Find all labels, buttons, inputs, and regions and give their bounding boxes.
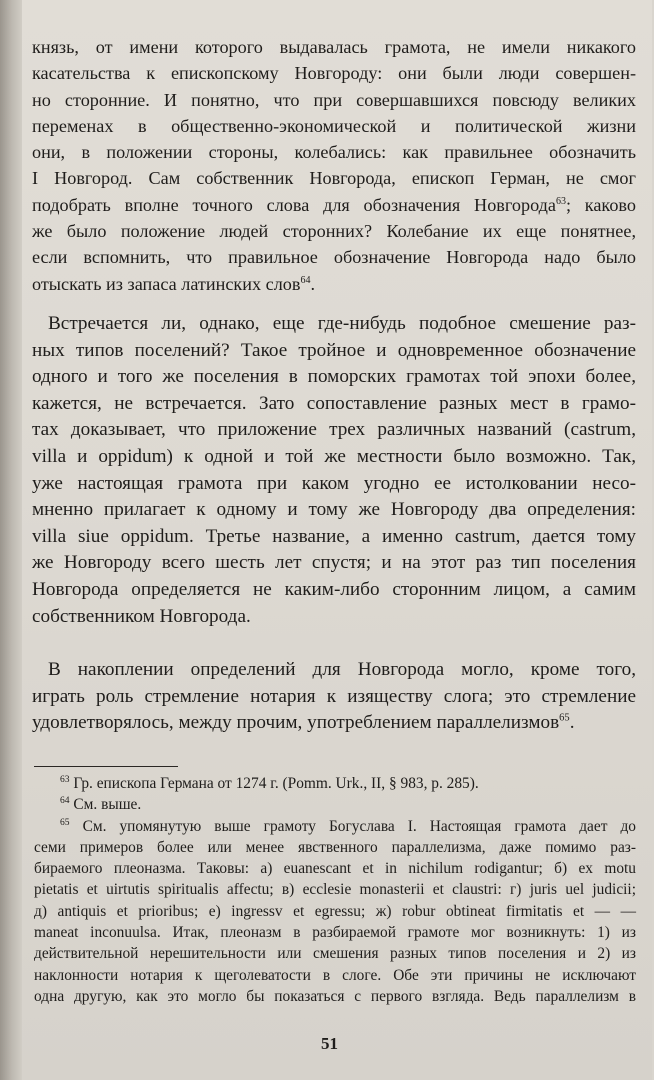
text-fragment: .: [310, 273, 315, 294]
text-line-with-footnote-ref: [32, 710, 636, 737]
text-line: Встречается ли, однако, еще где-нибудь подобное смешение раз-: [48, 313, 636, 334]
footnote-text-line: наклонности нотария к щеголеватости в слоге. Обе эти причины не исключают: [34, 966, 636, 984]
text-fragment: .: [569, 712, 575, 734]
text-line: собственником Новгорода.: [32, 605, 251, 627]
text-line: I Новгород. Сам собственник Новгорода, епископ Герман, не смог: [32, 168, 636, 189]
text-fragment: удовлетворялось, между прочим, употреблением параллелизмов: [32, 712, 560, 734]
footnote-number: 63: [60, 773, 70, 785]
footnote-ref-63: 63: [555, 195, 566, 207]
text-line-with-footnote-ref: [32, 192, 636, 218]
text-line: Новгорода определяется не каким-либо сторонним лицом, а самим: [32, 578, 636, 600]
text-line: кажется, не встречается. Зато сопоставление разных мест в грамо-: [32, 392, 636, 414]
text-line: одного и того же поселения в поморских грамотах той эпохи более,: [32, 366, 636, 388]
footnote-64: [34, 794, 636, 815]
footnote-number: 65: [60, 816, 70, 828]
paragraph-2: [32, 311, 636, 630]
footnote-text-line: maneat inconuulsa. Итак, плеоназм в разбираемой грамоте мог возникнуть: 1) из: [34, 924, 636, 942]
text-fragment: отыскать из запаса латинских слов: [32, 273, 301, 294]
text-line: если вспомнить, что правильное обозначение Новгорода надо было: [32, 247, 636, 268]
text-line: тах доказывает, что приложение трех различных названий (castrum,: [32, 419, 636, 441]
footnote-text-line: бираемого плеоназма. Таковы: а) euanescant et in nichilum rodigantur; б) ex motu: [34, 860, 636, 878]
paragraph-3: [32, 657, 636, 737]
footnote-text: См. упомянутую выше грамоту Богуслава I. Настоящая грамота дает до: [82, 817, 636, 835]
footnote-63: [34, 773, 636, 794]
footnote-text-line: одна другую, как это могло бы показаться с первого взгляда. Ведь параллелизм в: [34, 987, 636, 1005]
text-line: В накоплении определений для Новгорода могло, кроме того,: [48, 659, 636, 680]
text-line: же Новгороду всего шесть лет спустя; и на этот раз тип поселения: [32, 552, 636, 574]
text-line: мненно прилагает к одному и тому же Новгороду два определения:: [32, 499, 636, 521]
book-page: [22, 0, 652, 1080]
text-line: ных типов поселений? Такое тройное и одновременное обозначение: [32, 339, 636, 361]
text-line: играть роль стремление нотария к изяществу слога; это стремление: [32, 685, 636, 707]
footnote-text-line: семи примеров более или менее явственного параллелизма, даже помимо раз-: [34, 838, 636, 856]
footnote-separator: [34, 766, 178, 767]
text-line: переменах в общественно-экономической и политической жизни: [32, 115, 636, 136]
footnote-ref-65: 65: [559, 712, 570, 724]
text-line-with-footnote-ref: [32, 271, 636, 297]
text-line: касательства к епископскому Новгороду: они были люди совершен-: [32, 63, 636, 84]
text-fragment: подобрать вполне точного слова для обозначения Новгорода: [32, 194, 556, 215]
footnotes: [34, 773, 636, 1007]
text-line: же было положение людей сторонних? Колебание их еще понятнее,: [32, 221, 636, 242]
footnote-text: См. выше.: [73, 796, 142, 814]
footnote-text-line: действительной нерешительности или смешения разных типов поселения и 2) из: [34, 945, 636, 963]
footnote-65: [34, 816, 636, 837]
text-line: они, в положении стороны, колебались: как правильнее обозначить: [32, 142, 636, 163]
text-line: уже настоящая грамота при каком угодно ее истолковании несо-: [32, 472, 636, 494]
footnote-text-line: pietatis et uirtutis spiritualis affectu; в) ecclesie monasterii et claustri: г) juris uel judicii;: [34, 881, 636, 899]
text-line: villa siue oppidum. Третье название, а именно castrum, дается тому: [32, 525, 636, 547]
footnote-text: Гр. епископа Германа от 1274 г. (Pomm. Urk., II, § 983, p. 285).: [73, 775, 479, 792]
text-fragment: ; каково: [565, 194, 636, 215]
text-line: villa и oppidum) к одной и той же местности было возможно. Так,: [32, 445, 636, 467]
text-line: но сторонние. И понятно, что при совершавшихся повсюду великих: [32, 89, 636, 110]
footnote-text-line: д) antiquis et prioribus; е) ingressv et egressu; ж) robur obtineat firmitatis et — —: [34, 902, 636, 920]
text-line: князь, от имени которого выдавалась грамота, не имели никакого: [32, 37, 636, 57]
paragraph-1: [32, 34, 636, 297]
page-number: 51: [321, 1034, 338, 1053]
footnote-number: 64: [60, 795, 70, 807]
footnote-ref-64: 64: [300, 274, 311, 286]
